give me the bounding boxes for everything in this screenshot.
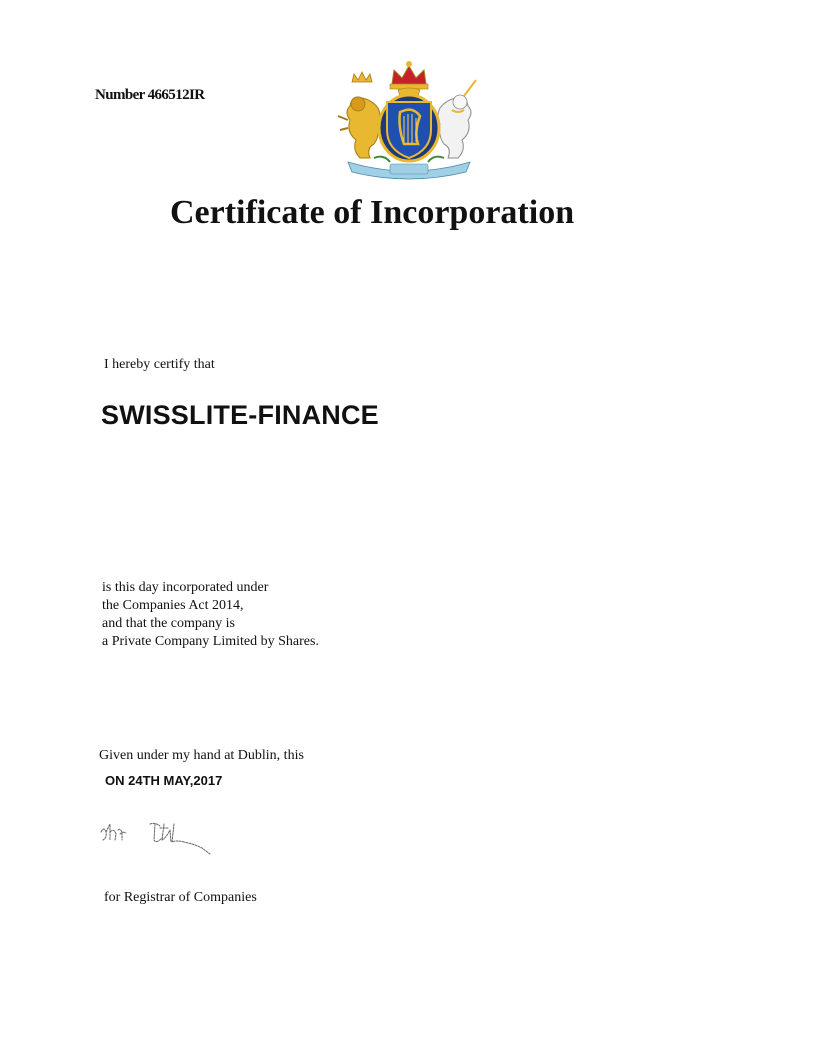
incorporation-terms [102,579,319,651]
given-line: Given under my hand at Dublin, this [99,748,304,763]
registrar-line: for Registrar of Companies [104,890,257,905]
terms-line: is this day incorporated under [102,580,269,595]
handwritten-signature-icon [98,818,214,858]
certificate-number: Number 466512IR [95,87,205,103]
terms-line: a Private Company Limited by Shares. [102,634,319,649]
terms-line: and that the company is [102,616,235,631]
company-name: SWISSLITE-FINANCE [101,400,379,430]
incorporation-date: ON 24TH MAY,2017 [105,773,223,788]
certificate-title: Certificate of Incorporation [170,194,575,231]
royal-coat-of-arms-icon [334,58,484,180]
terms-line: the Companies Act 2014, [102,598,244,613]
certify-intro: I hereby certify that [104,357,215,372]
